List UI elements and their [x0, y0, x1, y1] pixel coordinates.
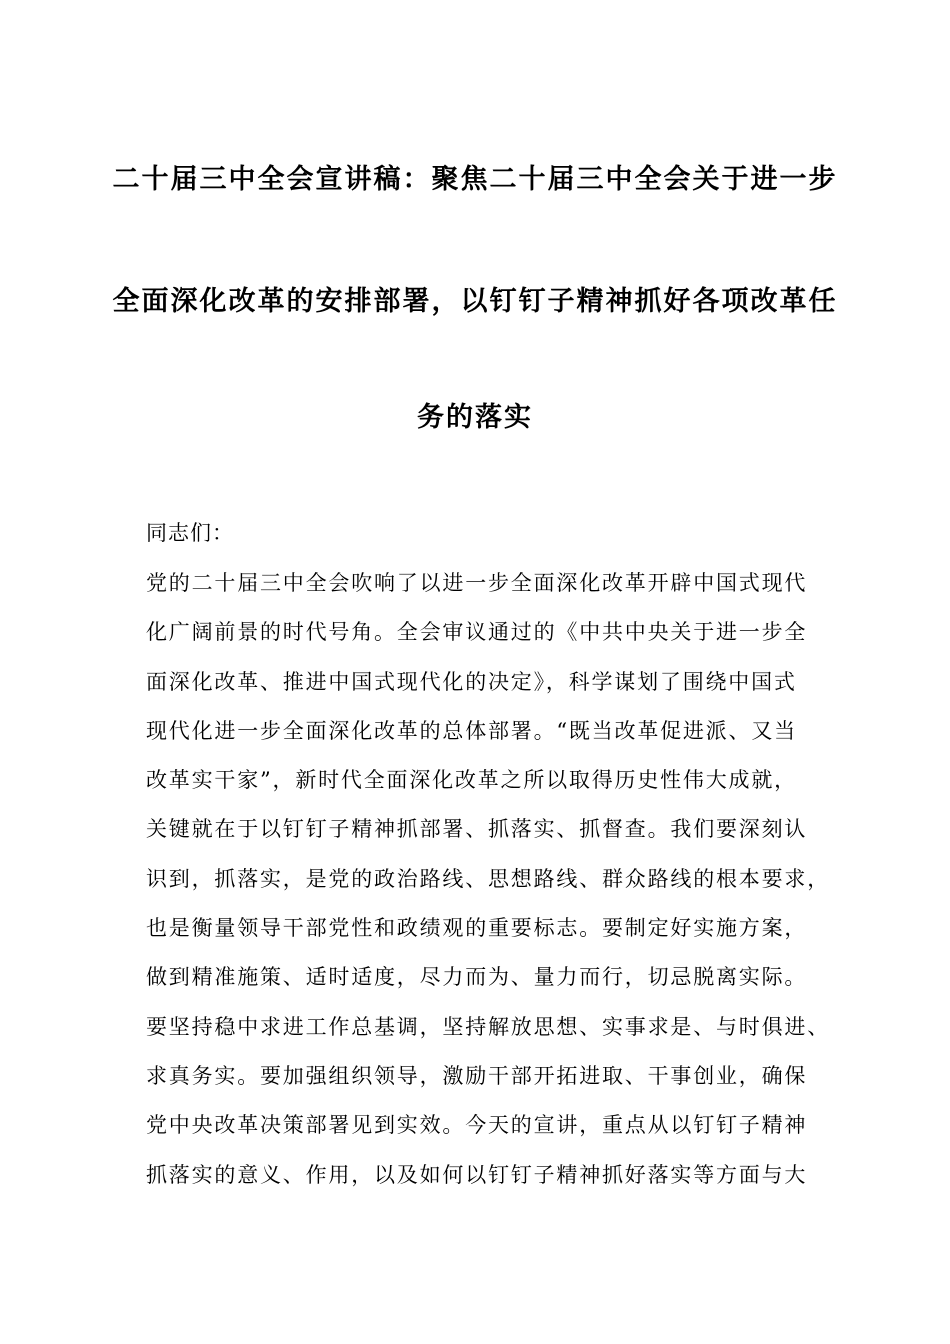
body-line: 要坚持稳中求进工作总基调，坚持解放思想、实事求是、与时俱进、: [146, 1014, 830, 1039]
body-line: 做到精准施策、适时适度，尽力而为、量力而行，切忌脱离实际。: [146, 965, 808, 990]
body-line: 也是衡量领导干部党性和政绩观的重要标志。要制定好实施方案，: [146, 916, 808, 941]
body-line: 求真务实。要加强组织领导，激励干部开拓进取、干事创业，确保: [146, 1063, 808, 1088]
document-title-line-3: 务的落实: [417, 402, 533, 433]
body-line: 改革实干家”，新时代全面深化改革之所以取得历史性伟大成就，: [146, 768, 797, 793]
body-line: 识到，抓落实，是党的政治路线、思想路线、群众路线的根本要求，: [146, 866, 830, 891]
salutation: 同志们：: [146, 521, 234, 545]
body-line: 党的二十届三中全会吹响了以进一步全面深化改革开辟中国式现代: [146, 571, 808, 595]
body-line: 抓落实的意义、作用，以及如何以钉钉子精神抓好落实等方面与大: [146, 1162, 808, 1187]
body-paragraph: [146, 568, 836, 1209]
document-title-line-2: 全面深化改革的安排部署，以钉钉子精神抓好各项改革任: [112, 286, 838, 317]
document-title-line-1: 二十届三中全会宣讲稿：聚焦二十届三中全会关于进一步: [112, 164, 838, 195]
body-line: 面深化改革、推进中国式现代化的决定》，科学谋划了围绕中国式: [146, 669, 797, 694]
body-line: 关键就在于以钉钉子精神抓部署、抓落实、抓督查。我们要深刻认: [146, 817, 808, 842]
body-line: 党中央改革决策部署见到实效。今天的宣讲，重点从以钉钉子精神: [146, 1113, 808, 1138]
body-line: 现代化进一步全面深化改革的总体部署。“既当改革促进派、又当: [146, 718, 797, 743]
body-line: 化广阔前景的时代号角。全会审议通过的《中共中央关于进一步全: [146, 620, 808, 645]
